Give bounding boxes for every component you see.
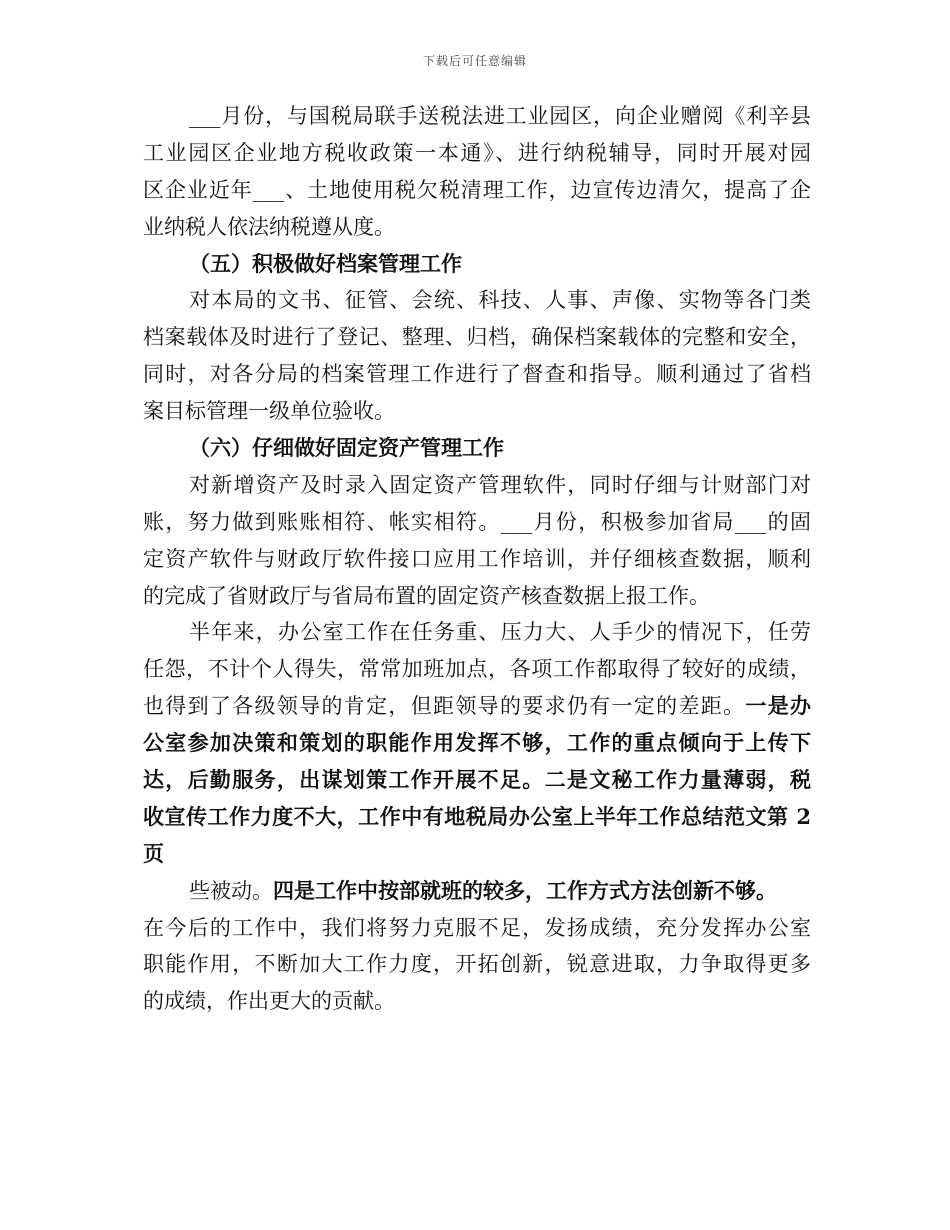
bold-text: 四是工作中按部就班的较多，工作方式方法创新不够。 (273, 877, 777, 903)
paragraph-line: 业纳税人依法纳税遵从度。 (143, 214, 395, 239)
paragraph-line: 案目标管理一级单位验收。 (143, 399, 395, 424)
paragraph-line: 工业园区企业地方税收政策一本通》、进行纳税辅导，同时开展对园 (143, 140, 811, 165)
paragraph-line: 区企业近年___、土地使用税欠税清理工作，边宣传边清欠，提高了企 (143, 177, 811, 202)
paragraph-line: 在今后的工作中，我们将努力克服不足，发扬成绩，充分发挥办公室 (143, 915, 811, 940)
section-heading: （六）仔细做好固定资产管理工作 (189, 435, 504, 461)
paragraph-line: 对本局的文书、征管、会统、科技、人事、声像、实物等各门类 (189, 288, 811, 313)
paragraph-line: 账，努力做到账账相符、帐实相符。___月份，积极参加省局___的固 (143, 509, 811, 534)
paragraph-line: 的完成了省财政厅与省局布置的固定资产核查数据上报工作。 (143, 583, 710, 608)
paragraph-line: 收宣传工作力度不大，工作中有地税局办公室上半年工作总结范文第 2 (143, 803, 811, 829)
document-body (143, 98, 811, 1020)
paragraph-line: 定资产软件与财政厅软件接口应用工作培训，并仔细核查数据，顺利 (143, 546, 811, 571)
paragraph-text: 也得到了各级领导的肯定，但距领导的要求仍有一定的差距。 (143, 694, 746, 719)
paragraph-line: 半年来，办公室工作在任务重、压力大、人手少的情况下，任劳 (189, 620, 811, 645)
paragraph-line: 同时，对各分局的档案管理工作进行了督查和指导。顺利通过了省档 (143, 362, 811, 387)
paragraph-line: 职能作用，不断加大工作力度，开拓创新，锐意进取，力争取得更多 (143, 952, 811, 977)
paragraph-line (143, 688, 811, 725)
paragraph-line: 达，后勤服务，出谋划策工作开展不足。二是文秘工作力量薄弱，税 (143, 767, 811, 793)
paragraph-line (143, 873, 811, 910)
paragraph-line: ___月份，与国税局联手送税法进工业园区，向企业赠阅《利辛县 (189, 104, 811, 128)
paragraph-line: 的成绩，作出更大的贡献。 (143, 989, 395, 1014)
paragraph-line: 公室参加决策和策划的职能作用发挥不够，工作的重点倾向于上传下 (143, 730, 811, 756)
bold-text: 一是办 (745, 693, 811, 719)
paragraph-line: 档案载体及时进行了登记、整理、归档，确保档案载体的完整和安全， (143, 325, 811, 350)
paragraph-line: 对新增资产及时录入固定资产管理软件，同时仔细与计财部门对 (189, 472, 811, 497)
page-header: 下载后可任意编辑 (422, 54, 527, 68)
paragraph-text: 些被动。 (189, 878, 273, 903)
paragraph-line: 任怨，不计个人得失，常常加班加点，各项工作都取得了较好的成绩， (143, 657, 811, 682)
section-heading: （五）积极做好档案管理工作 (189, 250, 462, 276)
paragraph-line: 页 (143, 840, 164, 866)
